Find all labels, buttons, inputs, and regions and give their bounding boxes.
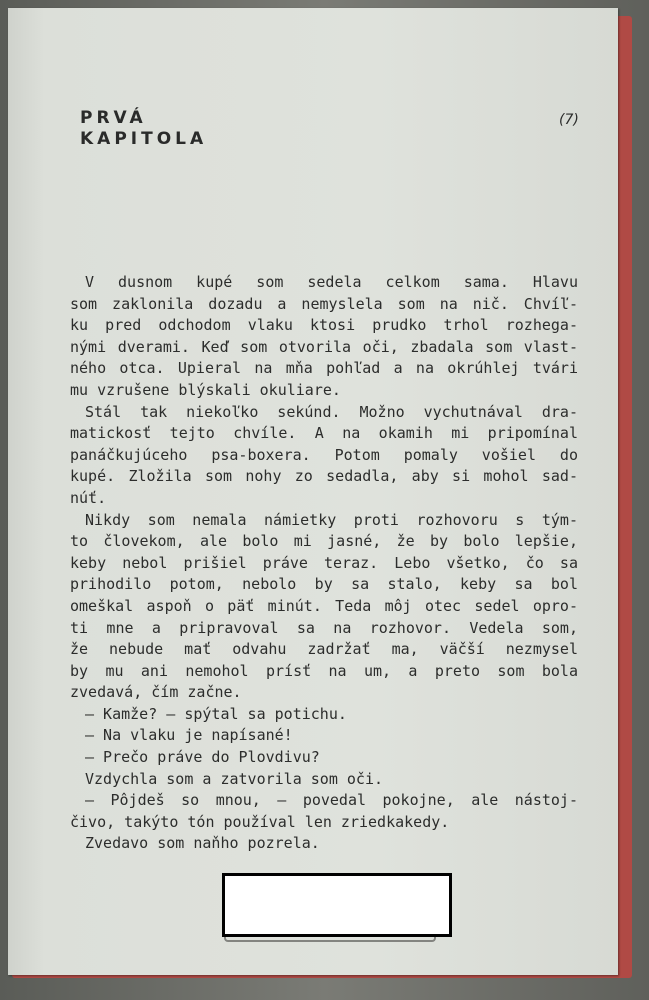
body-text xyxy=(70,272,578,855)
text-line: keby nebol prišiel práve teraz. Lebo všetko, čo sa xyxy=(70,553,578,572)
page-number: (7) xyxy=(559,112,579,128)
paragraph xyxy=(70,704,578,726)
paragraph xyxy=(70,747,578,769)
text-line: Stál tak niekoľko sekúnd. Možno vychutnával dra- xyxy=(85,402,578,421)
paragraph xyxy=(70,833,578,855)
text-line: — Kamže? — spýtal sa potichu. xyxy=(85,704,347,723)
paragraph xyxy=(70,725,578,747)
text-line: nými dverami. Keď som otvorila oči, zbadala som vlast- xyxy=(70,337,578,356)
text-line: ku pred odchodom vlaku ktosi prudko trhol rozhega- xyxy=(70,316,578,335)
paragraph xyxy=(70,769,578,791)
text-line: Zvedavo som naňho pozrela. xyxy=(85,834,320,853)
text-line: mu vzrušene blýskali okuliare. xyxy=(70,380,341,399)
text-line: som zaklonila dozadu a nemyslela som na nič. Chvíľ- xyxy=(70,294,578,313)
text-line: — Prečo práve do Plovdivu? xyxy=(85,748,320,767)
chapter-title-line-2: KAPITOLA xyxy=(80,129,208,149)
text-line: ti mne a pripravoval sa na rozhovor. Vedela som, xyxy=(70,618,578,637)
text-line: V dusnom kupé som sedela celkom sama. Hlavu xyxy=(85,273,578,291)
text-line: čivo, takýto tón používal len zriedkakedy. xyxy=(70,812,450,831)
paragraph xyxy=(70,272,578,402)
text-line: panáčkujúceho psa-boxera. Potom pomaly vošiel do xyxy=(70,445,578,464)
text-line: prihodilo potom, nebolo by sa stalo, keby sa bol xyxy=(70,575,578,594)
text-line: to človekom, ale bolo mi jasné, že by bolo lepšie, xyxy=(70,532,578,551)
text-line: Vzdychla som a zatvorila som oči. xyxy=(85,769,384,788)
redaction-box xyxy=(222,873,452,937)
chapter-title-line-1: PRVÁ xyxy=(80,108,147,128)
text-line: omeškal aspoň o päť minút. Teda môj otec sedel opro- xyxy=(70,596,578,615)
text-line: — Na vlaku je napísané! xyxy=(85,726,293,745)
text-line: by mu ani nemohol prísť na um, a preto som bola xyxy=(70,661,578,680)
text-line: Nikdy som nemala námietky proti rozhovoru s tým- xyxy=(85,510,578,529)
paragraph xyxy=(70,790,578,833)
chapter-title xyxy=(80,108,207,150)
text-line: kupé. Zložila som nohy zo sedadla, aby si mohol sad- xyxy=(70,467,578,486)
text-line: — Pôjdeš so mnou, — povedal pokojne, ale nástoj- xyxy=(85,791,578,810)
text-line: zvedavá, čím začne. xyxy=(70,683,242,702)
text-line: že nebude mať odvahu zadržať ma, väčší nezmysel xyxy=(70,640,578,659)
paragraph xyxy=(70,402,578,510)
paragraph xyxy=(70,510,578,704)
text-line: matickosť tejto chvíle. A na okamih mi pripomínal xyxy=(70,424,578,443)
text-line: núť. xyxy=(70,488,107,507)
text-line: ného otca. Upieral na mňa pohľad a na okrúhlej tvári xyxy=(70,359,578,378)
